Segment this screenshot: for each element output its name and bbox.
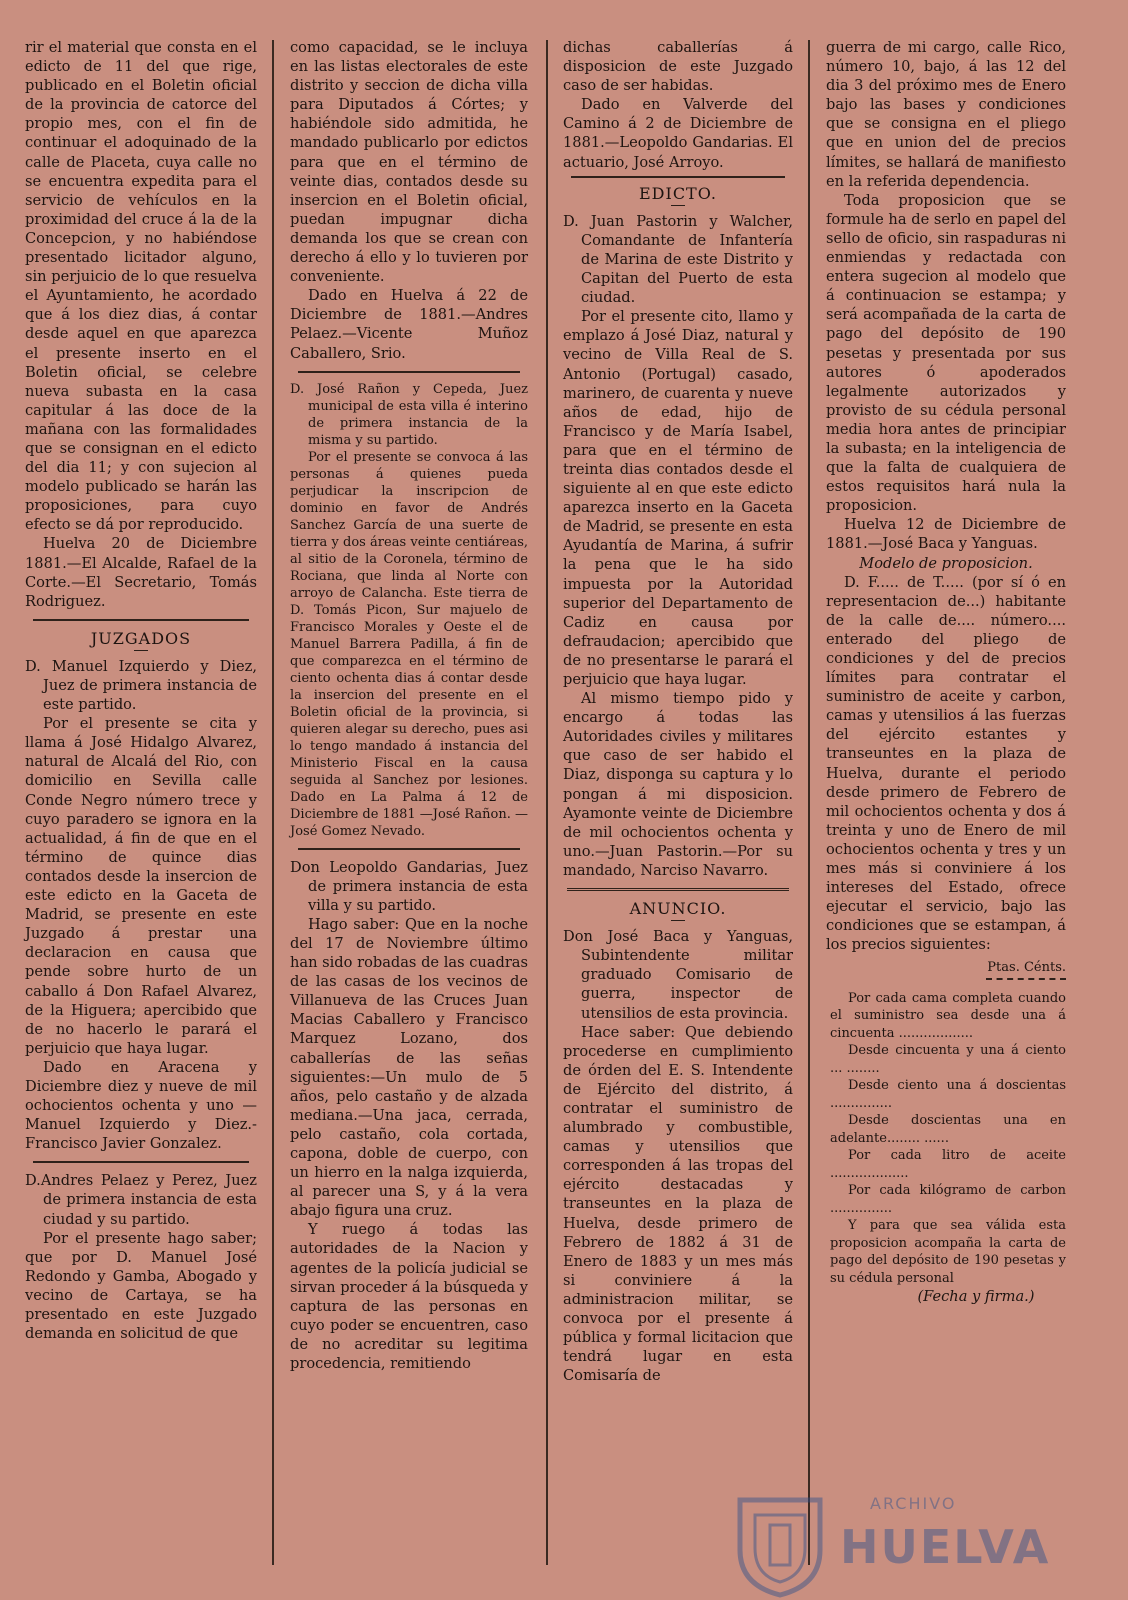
archive-stamp bbox=[720, 1490, 1060, 1600]
section-divider bbox=[571, 176, 785, 178]
price-row: Desde doscientas una en adelante........ ...... bbox=[830, 1113, 1066, 1146]
notice-body: Hace saber: Que debiendo procederse en cumplimiento de órden del E. S. Intendente de Ejército del distrito, á contratar el suministro de alumbrado y combustible, camas y utensilios que corresponden á las tropas del ejército destacadas y transeuntes en la plaza de Huelva, desde primero de Febrero de 1882 á 31 de Enero de 1883 y un mes más si conviniere á la administracion militar, se convoca por el presente á pública y formal licitacion que tendrá lugar en esta Comisaría de bbox=[563, 1023, 793, 1385]
section-title-edicto: EDICTO. bbox=[638, 183, 717, 203]
edict-body: Por el presente cito, llamo y emplazo á José Diaz, natural y vecino de Villa Real de S. Antonio (Portugal) casado, marinero, de cuarenta y nueve años de edad, hijo de Francisco y de María Isabel, para que en el término de treinta dias contados desde el siguiente al en que este edicto aparezca inserto en la Gaceta de Madrid, se presente en esta Ayudantía de Marina, á sufrir la pena que le ha sido impuesta por la Autoridad superior del Departamento de Cadiz en causa por defraudacion; apercibido que de no presentarse le parará el perjuicio que haya lugar. bbox=[563, 308, 793, 688]
notice-body: Toda proposicion que se formule ha de serlo en papel del sello de oficio, sin raspaduras ni enmiendas y redactada con entera sugecion al modelo que á continuacion se estampa; y será acompañada de la carta de pago del depósito de 190 pesetas y presentada por sus autores ó apoderados legalmente autorizados y provisto de su cédula personal media hora antes de principiar la subasta; en la inteligencia de que la falta de cualquiera de estos requisitos hará nula la proposicion. bbox=[826, 191, 1066, 515]
edict-heading: D. Juan Pastorin y Walcher, Comandante de Infantería de Marina de este Distrito y Capitan del Puerto de esta ciudad. bbox=[563, 212, 793, 307]
edict-signature: Huelva 20 de Diciembre 1881.—El Alcalde, Rafael de la Corte.—El Secretario, Tomás Rodriguez. bbox=[25, 535, 257, 610]
edict-heading: Don Leopoldo Gandarias, Juez de primera instancia de esta villa y su partido. bbox=[290, 858, 528, 914]
price-header-rule bbox=[986, 978, 1066, 980]
notice-signature: Huelva 12 de Diciembre de 1881.—José Baca y Yanguas. bbox=[826, 516, 1066, 553]
edict-continuation: dichas caballerías á disposicion de este Juzgado caso de ser habidas. bbox=[563, 39, 793, 95]
price-table bbox=[826, 990, 1066, 1288]
column-3 bbox=[563, 38, 793, 1385]
section-divider bbox=[33, 619, 249, 621]
edict-heading: D.Andres Pelaez y Perez, Juez de primera instancia de esta ciudad y su partido. bbox=[25, 1172, 257, 1228]
price-table-header: Ptas. Cénts. bbox=[987, 959, 1066, 975]
edict-body: Hago saber: Que en la noche del 17 de Noviembre último han sido robadas de las cuadras de las casas de los vecinos de Villanueva de las Cruces Juan Macias Caballero y Francisco Marquez Lozano, dos caballerías de las señas siguientes:—Un mulo de 5 años, pelo castaño y de alzada mediana.—Una jaca, cerrada, pelo castaño, cola cortada, capona, doble de cuerpo, con un hierro en la nalga izquierda, al parecer una S, y á la vera abajo figura una cruz. bbox=[290, 915, 528, 1220]
section-divider bbox=[298, 848, 520, 850]
title-dash bbox=[671, 920, 685, 921]
edict-signature: Dado en Huelva á 22 de Diciembre de 1881.—Andres Pelaez.—Vicente Muñoz Caballero, Srio. bbox=[290, 287, 528, 362]
edict-continuation: rir el material que consta en el edicto de 11 del que rige, publicado en el Boletin oficial de la provincia de catorce del propio mes, con el fin de continuar el adoquinado de la calle de Placeta, cuya calle no se encuentra expedita para el servicio de vehículos en la proximidad del cruce á la de la Concepcion, y no habiéndose presentado licitador alguno, sin perjuicio de lo que resuelva el Ayuntamiento, he acordado que á los diez dias, á contar desde aquel en que aparezca el presente inserto en el Boletin oficial, se celebre nueva subasta en la casa capitular á las doce de la mañana con las formalidades que se consignan en el edicto del dia 11; y con sujecion al modelo publicado se harán las proposiciones, para cuyo efecto se dá por reproducido. bbox=[25, 39, 257, 534]
price-row: Y para que sea válida esta proposicion acompaña la carta de pago del depósito de 190 pesetas y su cédula personal bbox=[830, 1218, 1066, 1286]
section-divider bbox=[567, 888, 789, 891]
model-title: Modelo de proposicion. bbox=[859, 554, 1033, 572]
coat-of-arms-icon bbox=[720, 1490, 840, 1600]
notice-continuation: guerra de mi cargo, calle Rico, número 10, bajo, á las 12 del dia 3 del próximo mes de Enero bajo las bases y condiciones que se consigna en el pliego que en union del de precios límites, se hallará de manifiesto en la referida dependencia. bbox=[826, 39, 1066, 190]
stamp-caption: ARCHIVO bbox=[870, 1494, 957, 1513]
price-row: Desde ciento una á doscientas ............... bbox=[830, 1078, 1066, 1111]
edict-continuation: como capacidad, se le incluya en las listas electorales de este distrito y seccion de dicha villa para Diputados á Córtes; y habiéndole sido admitida, he mandado publicarlo por edictos para que en el término de veinte dias, contados desde su insercion en el Boletin oficial, puedan impugnar dicha demanda los que se crean con derecho á ello y lo tuvieren por conveniente. bbox=[290, 39, 528, 286]
title-dash bbox=[671, 205, 685, 206]
edict-body: Por el presente se cita y llama á José Hidalgo Alvarez, natural de Alcalá del Rio, con domicilio en Sevilla calle Conde Negro número trece y cuyo paradero se ignora en la actualidad, á fin de que en el término de quince dias contados desde la insercion de este edicto en la Gaceta de Madrid, se presente en este Juzgado á prestar una declaracion en causa que pende sobre hurto de un caballo á Don Rafael Alvarez, de la Higuera; apercibido que de no hacerlo le parará el perjuicio que haya lugar. bbox=[25, 715, 257, 1057]
edict-body: Por el presente se convoca á las personas á quienes pueda perjudicar la inscripcion de dominio en favor de Andrés Sanchez García de una suerte de tierra y dos áreas veinte centiáreas, al sitio de la Coronela, término de Rociana, que linda al Norte con arroyo de Calancha. Este tierra de D. Tomás Picon, Sur majuelo de Francisco Morales y Oeste el de Manuel Barrera Padilla, á fin de que comparezca en el término de ciento ochenta dias á contar desde la insercion del presente en el Boletin oficial de la provincia, si quieren alegar su derecho, pues asi lo tengo mandado á instancia del Ministerio Fiscal en la causa seguida al Sanchez por lesiones. Dado en La Palma á 12 de Diciembre de 1881 —José Rañon. —José Gomez Nevado. bbox=[290, 449, 528, 839]
stamp-name: HUELVA bbox=[840, 1520, 1051, 1574]
edict-heading: D. José Rañon y Cepeda, Juez municipal de esta villa é interino de primera instancia de la misma y su partido. bbox=[290, 381, 528, 448]
edict-signature: Dado en Valverde del Camino á 2 de Diciembre de 1881.—Leopoldo Gandarias. El actuario, José Arroyo. bbox=[563, 96, 793, 171]
section-title-juzgados: JUZGADOS bbox=[90, 628, 192, 648]
notice-heading: Don José Baca y Yanguas, Subintendente militar graduado Comisario de guerra, inspector de utensilios de esta provincia. bbox=[563, 928, 793, 1022]
column-2 bbox=[290, 38, 528, 1373]
title-dash bbox=[134, 650, 148, 651]
edict-body: Al mismo tiempo pido y encargo á todas las Autoridades civiles y militares que caso de ser habido el Diaz, disponga su captura y lo pongan á mi disposicion. Ayamonte veinte de Diciembre de mil ochocientos ochenta y uno.—Juan Pastorin.—Por su mandado, Narciso Navarro. bbox=[563, 690, 793, 879]
column-rule bbox=[272, 40, 274, 1565]
section-title-anuncio: ANUNCIO. bbox=[629, 899, 727, 919]
column-rule bbox=[808, 40, 810, 1565]
signature-line: (Fecha y firma.) bbox=[917, 1288, 1035, 1305]
edict-date: Dado en Aracena y Diciembre diez y nueve de mil ochocientos ochenta y uno —Manuel Izquierdo y Diez.-Francisco Javier Gonzalez. bbox=[25, 1058, 257, 1153]
edict-heading: D. Manuel Izquierdo y Diez, Juez de primera instancia de este partido. bbox=[25, 657, 257, 714]
price-row: Desde cincuenta y una á ciento ... ........ bbox=[830, 1043, 1066, 1076]
price-row: Por cada cama completa cuando el suministro sea desde una á cincuenta .................. bbox=[830, 990, 1066, 1041]
column-1 bbox=[25, 38, 257, 1343]
edict-body: Por el presente hago saber; que por D. Manuel José Redondo y Gamba, Abogado y vecino de Cartaya, se ha presentado en este Juzgado demanda en solicitud de que bbox=[25, 1229, 257, 1343]
edict-body: Y ruego á todas las autoridades de la Nacion y agentes de la policía judicial se sirvan proceder á la búsqueda y captura de las personas en cuyo poder se encuentren, caso de no acreditar su legitima procedencia, remitiendo bbox=[290, 1221, 528, 1373]
price-row: Por cada litro de aceite ................... bbox=[830, 1148, 1066, 1181]
section-divider bbox=[33, 1161, 249, 1163]
model-body: D. F..... de T..... (por sí ó en representacion de...) habitante de la calle de.... número.... enterado del pliego de condiciones y del de precios límites para contratar el suministro de aceite y carbon, camas y utensilios á las fuerzas del ejército estantes y transeuntes en la plaza de Huelva, durante el periodo desde primero de Febrero de mil ochocientos ochenta y dos á treinta y uno de Enero de mil ochocientos ochenta y tres y un mes más si conviniere á los intereses del Estado, ofrece ejecutar el servicio, bajo las condiciones que se estampan, á los precios siguientes: bbox=[826, 573, 1066, 954]
column-4 bbox=[826, 38, 1066, 1306]
section-divider bbox=[298, 371, 520, 373]
column-rule bbox=[546, 40, 548, 1565]
price-row: Por cada kilógramo de carbon ............... bbox=[830, 1183, 1066, 1216]
